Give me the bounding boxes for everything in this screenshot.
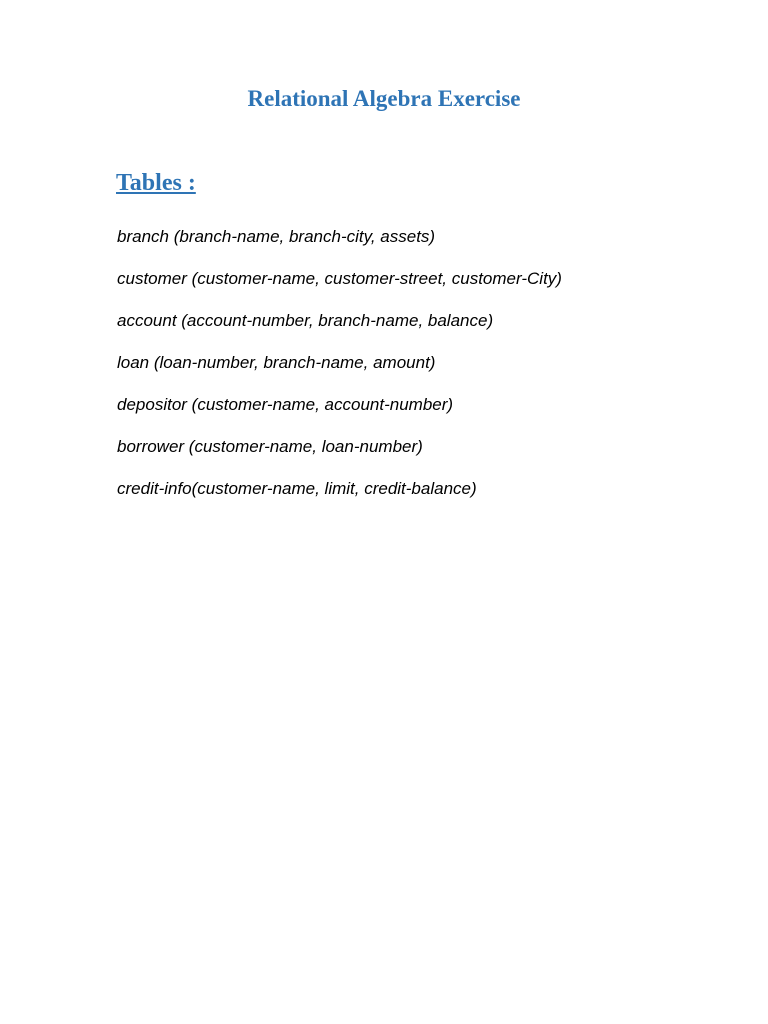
table-schema-loan: loan (loan-number, branch-name, amount) [117, 353, 436, 372]
table-schema-borrower: borrower (customer-name, loan-number) [117, 437, 423, 456]
table-schema-branch: branch (branch-name, branch-city, assets) [117, 227, 436, 246]
section-heading-tables: Tables : [116, 170, 196, 196]
document-title: Relational Algebra Exercise [247, 86, 521, 111]
table-schema-credit-info: credit-info(customer-name, limit, credit-balance) [117, 479, 477, 498]
table-schema-account: account (account-number, branch-name, balance) [117, 311, 494, 330]
table-schema-list [117, 226, 562, 520]
table-schema-depositor: depositor (customer-name, account-number) [117, 395, 454, 414]
table-schema-customer: customer (customer-name, customer-street, customer-City) [117, 269, 562, 288]
